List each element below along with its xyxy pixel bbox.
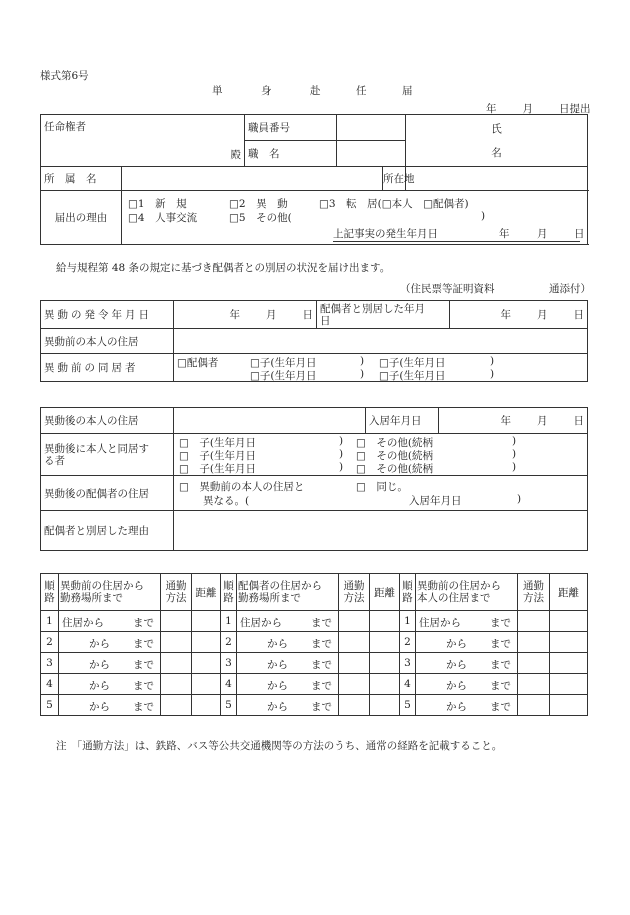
route-distance-field[interactable] [192, 674, 221, 695]
fact-day: 日 [574, 228, 585, 240]
spouse-checkbox[interactable]: □配偶者 [177, 357, 219, 369]
route-method-field[interactable] [339, 632, 370, 653]
route-from: 住居から [240, 617, 282, 629]
route-from: から [267, 659, 288, 671]
route-no: 1 [400, 611, 416, 632]
route-distance-field[interactable] [192, 653, 221, 674]
route-row [41, 653, 588, 674]
route-distance-field[interactable] [370, 653, 400, 674]
route-row [41, 611, 588, 632]
route-method-field[interactable] [518, 653, 550, 674]
staff-no-label: 職員番号 [245, 115, 337, 141]
method-header: 通勤 方法 [339, 574, 370, 611]
reason-label: 届出の理由 [41, 191, 122, 245]
child-checkbox[interactable]: □子(生年月日 [250, 357, 317, 369]
title-char: 身 [261, 85, 272, 97]
method-header: 通勤 方法 [518, 574, 550, 611]
distance-header: 距離 [550, 574, 588, 611]
route-from: から [267, 701, 288, 713]
child-checkbox[interactable]: □子(生年月日 [250, 370, 317, 382]
submit-date: 年 月 日提出 [486, 103, 591, 115]
post-label: 職 名 [245, 141, 337, 167]
paren-close: ) [481, 210, 486, 222]
honorific: 殿 [230, 149, 242, 161]
route-segment[interactable] [237, 674, 339, 695]
applicant-table [40, 114, 588, 245]
route-no: 2 [400, 632, 416, 653]
route-no: 3 [41, 653, 59, 674]
form-number: 様式第6号 [40, 70, 89, 82]
reason-exchange-checkbox[interactable]: □4 人事交流 [128, 212, 198, 224]
route-method-field[interactable] [339, 611, 370, 632]
pre-transfer-table [40, 300, 588, 382]
route-no: 4 [41, 674, 59, 695]
route-no: 3 [400, 653, 416, 674]
seq-header: 順 路 [41, 574, 59, 611]
route-to: まで [133, 680, 154, 692]
child-checkbox[interactable]: □子(生年月日 [379, 370, 446, 382]
route-method-field[interactable] [161, 632, 192, 653]
route-method-field[interactable] [161, 653, 192, 674]
sep-date-field[interactable]: 年 月 日 [450, 301, 588, 329]
route-method-field[interactable] [518, 611, 550, 632]
route-segment[interactable] [59, 674, 161, 695]
route-from: 住居から [419, 617, 461, 629]
route-from: から [267, 638, 288, 650]
route-segment[interactable] [59, 611, 161, 632]
after-address-field[interactable] [174, 408, 366, 434]
cohab-other-checkbox[interactable]: □ その他(続柄 [356, 437, 434, 449]
seq-header: 順 路 [400, 574, 416, 611]
sep-reason-field[interactable] [174, 511, 588, 551]
reason-other-checkbox[interactable]: □5 その他( [229, 212, 292, 224]
after-address-label: 異動後の本人の住居 [41, 408, 174, 434]
route-from: から [446, 701, 467, 713]
prev-household-options: □配偶者 □子(生年月日 ) □子(生年月日 ) □子(生年月日 ) □子(生年月日 ) [174, 354, 588, 382]
route-row [41, 632, 588, 653]
route-distance-field[interactable] [550, 695, 588, 716]
cohab-options: □ 子(生年月日 □ 子(生年月日 □ 子(生年月日 ) ) ) □ その他(続柄 □ その他(続柄 □ その他(続柄 ) ) ) [174, 434, 588, 476]
routes-header [41, 574, 588, 611]
route-to: まで [133, 701, 154, 713]
route-to: まで [490, 701, 511, 713]
route-distance-field[interactable] [370, 695, 400, 716]
route-no: 1 [221, 611, 237, 632]
route-segment[interactable] [416, 695, 518, 716]
route-segment[interactable] [237, 653, 339, 674]
route-distance-field[interactable] [550, 611, 588, 632]
seq-header: 順 路 [221, 574, 237, 611]
reason-new-checkbox[interactable]: □1 新 規 [128, 198, 187, 210]
appointer-cell: 任命権者 殿 [41, 115, 245, 167]
route-from: から [446, 659, 467, 671]
route-segment[interactable] [59, 632, 161, 653]
cohab-child-checkbox[interactable]: □ 子(生年月日 [179, 437, 257, 449]
route-distance-field[interactable] [550, 674, 588, 695]
route-row [41, 695, 588, 716]
route-from: から [446, 638, 467, 650]
route-to: まで [490, 617, 511, 629]
spouse-address-options: □ 異動前の本人の住居と □ 同じ。 異なる。( 入居年月日 ) [174, 476, 588, 511]
cohab-child-checkbox[interactable]: □ 子(生年月日 [179, 463, 257, 475]
prev-household-label: 異動前の同居者 [41, 354, 174, 382]
route-no: 5 [221, 695, 237, 716]
child-checkbox[interactable]: □子(生年月日 [379, 357, 446, 369]
group-header: 異動前の住居から 本人の住居まで [416, 574, 518, 611]
route-row [41, 674, 588, 695]
route-no: 5 [400, 695, 416, 716]
route-no: 3 [221, 653, 237, 674]
route-no: 2 [221, 632, 237, 653]
affiliation-label: 所 属 名 [41, 167, 122, 191]
route-method-field[interactable] [339, 695, 370, 716]
attachment-label: （住民票等証明資料 [400, 283, 495, 295]
route-segment[interactable] [416, 611, 518, 632]
fact-date-line[interactable]: 上記事実の発生年月日 [333, 226, 580, 242]
route-segment[interactable] [416, 674, 518, 695]
method-header: 通勤 方法 [161, 574, 192, 611]
route-method-field[interactable] [161, 695, 192, 716]
cohab-label: 異動後に本人と同居す る者 [41, 434, 174, 476]
route-no: 4 [221, 674, 237, 695]
location-field[interactable] [406, 167, 588, 191]
issue-date-label: 異動の発令年月日 [41, 301, 174, 329]
route-distance-field[interactable] [370, 632, 400, 653]
route-from: から [89, 680, 110, 692]
route-distance-field[interactable] [550, 653, 588, 674]
route-to: まで [490, 659, 511, 671]
route-from: から [446, 680, 467, 692]
post-transfer-table [40, 407, 588, 551]
route-segment[interactable] [416, 653, 518, 674]
route-method-field[interactable] [518, 632, 550, 653]
route-no: 2 [41, 632, 59, 653]
route-method-field[interactable] [161, 674, 192, 695]
fact-month: 月 [537, 228, 548, 240]
location-label: 所在地 [383, 167, 406, 191]
route-to: まで [133, 659, 154, 671]
post-field[interactable] [337, 141, 406, 167]
route-distance-field[interactable] [550, 632, 588, 653]
route-from: から [89, 638, 110, 650]
route-to: まで [490, 638, 511, 650]
move-in-field[interactable]: 年 月 日 [439, 408, 588, 434]
spouse-address-label: 異動後の配偶者の住居 [41, 476, 174, 511]
sep-reason-label: 配偶者と別居した理由 [41, 511, 174, 551]
cohab-other-checkbox[interactable]: □ その他(続柄 [356, 463, 434, 475]
route-distance-field[interactable] [370, 611, 400, 632]
spouse-same-checkbox[interactable]: □ 同じ。 [356, 481, 408, 493]
route-distance-field[interactable] [192, 632, 221, 653]
route-segment[interactable] [237, 611, 339, 632]
route-distance-field[interactable] [370, 674, 400, 695]
route-from: 住居から [62, 617, 104, 629]
route-distance-field[interactable] [192, 695, 221, 716]
route-to: まで [311, 617, 332, 629]
route-distance-field[interactable] [192, 611, 221, 632]
group-header: 配偶者の住居から 勤務場所まで [237, 574, 339, 611]
distance-header: 距離 [192, 574, 221, 611]
route-no: 5 [41, 695, 59, 716]
fact-year: 年 [499, 228, 510, 240]
route-from: から [267, 680, 288, 692]
route-to: まで [133, 638, 154, 650]
move-in-label: 入居年月日 [366, 408, 439, 434]
routes-table [40, 573, 588, 716]
route-no: 4 [400, 674, 416, 695]
prev-address-field[interactable] [174, 329, 588, 354]
route-method-field[interactable] [518, 674, 550, 695]
route-no: 1 [41, 611, 59, 632]
name-label: 氏 名 [406, 115, 588, 167]
route-segment[interactable] [237, 695, 339, 716]
route-to: まで [490, 680, 511, 692]
footnote: 注 「通勤方法」は、鉄路、バス等公共交通機関等の方法のうち、通常の経路を記載すること。 [56, 740, 503, 752]
route-from: から [89, 701, 110, 713]
route-to: まで [311, 701, 332, 713]
route-segment[interactable] [237, 632, 339, 653]
affiliation-field[interactable] [122, 167, 383, 191]
reason-transfer-checkbox[interactable]: □2 異 動 [229, 198, 288, 210]
issue-date-field[interactable]: 年 月 日 [174, 301, 317, 329]
route-from: から [89, 659, 110, 671]
sep-date-label: 配偶者と別居した年月 日 [317, 301, 450, 329]
route-segment[interactable] [59, 695, 161, 716]
spouse-diff-checkbox[interactable]: □ 異動前の本人の住居と [179, 481, 305, 493]
title-char: 届 [402, 85, 413, 97]
title-char: 赴 [310, 85, 321, 97]
route-to: まで [311, 680, 332, 692]
prev-address-label: 異動前の本人の住居 [41, 329, 174, 354]
staff-no-field[interactable] [337, 115, 406, 141]
title-char: 単 [212, 85, 223, 97]
title-char: 任 [356, 85, 367, 97]
route-to: まで [133, 617, 154, 629]
group-header: 異動前の住居から 勤務場所まで [59, 574, 161, 611]
route-to: まで [311, 659, 332, 671]
cohab-child-checkbox[interactable]: □ 子(生年月日 [179, 450, 257, 462]
reason-move-checkbox[interactable]: □3 転 居(□本人 □配偶者) [319, 198, 469, 210]
reason-options [122, 191, 588, 245]
route-to: まで [311, 638, 332, 650]
route-method-field[interactable] [339, 653, 370, 674]
route-method-field[interactable] [518, 695, 550, 716]
route-method-field[interactable] [161, 611, 192, 632]
distance-header: 距離 [370, 574, 400, 611]
attachment-suffix: 通添付） [549, 283, 591, 295]
statement: 給与規程第 48 条の規定に基づき配偶者との別居の状況を届け出ます。 [56, 262, 391, 274]
cohab-other-checkbox[interactable]: □ その他(続柄 [356, 450, 434, 462]
route-method-field[interactable] [339, 674, 370, 695]
route-segment[interactable] [59, 653, 161, 674]
route-segment[interactable] [416, 632, 518, 653]
